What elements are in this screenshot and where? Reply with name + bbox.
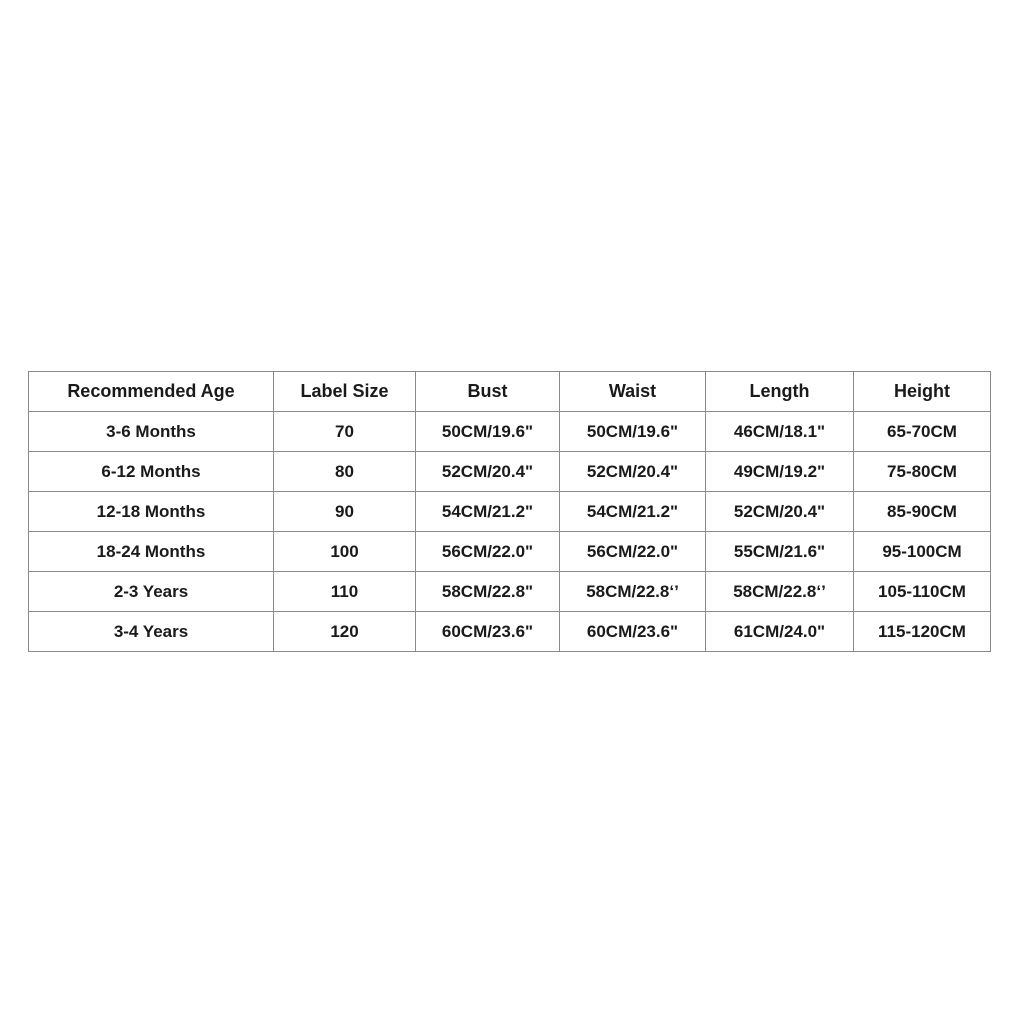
cell-length: 52CM/20.4" bbox=[706, 492, 854, 532]
table-row bbox=[29, 412, 991, 452]
header-length: Length bbox=[706, 372, 854, 412]
table-row bbox=[29, 572, 991, 612]
table-row bbox=[29, 492, 991, 532]
cell-height: 95-100CM bbox=[854, 532, 991, 572]
cell-bust: 50CM/19.6" bbox=[416, 412, 560, 452]
header-height: Height bbox=[854, 372, 991, 412]
cell-bust: 58CM/22.8" bbox=[416, 572, 560, 612]
cell-waist: 50CM/19.6" bbox=[560, 412, 706, 452]
cell-age: 3-4 Years bbox=[29, 612, 274, 652]
table-row bbox=[29, 532, 991, 572]
table-row bbox=[29, 612, 991, 652]
cell-height: 85-90CM bbox=[854, 492, 991, 532]
cell-length: 58CM/22.8‘’ bbox=[706, 572, 854, 612]
cell-height: 65-70CM bbox=[854, 412, 991, 452]
cell-age: 6-12 Months bbox=[29, 452, 274, 492]
cell-label-size: 80 bbox=[274, 452, 416, 492]
cell-waist: 60CM/23.6" bbox=[560, 612, 706, 652]
cell-bust: 52CM/20.4" bbox=[416, 452, 560, 492]
cell-waist: 52CM/20.4" bbox=[560, 452, 706, 492]
cell-age: 2-3 Years bbox=[29, 572, 274, 612]
cell-height: 105-110CM bbox=[854, 572, 991, 612]
cell-length: 49CM/19.2" bbox=[706, 452, 854, 492]
cell-label-size: 100 bbox=[274, 532, 416, 572]
header-waist: Waist bbox=[560, 372, 706, 412]
cell-label-size: 70 bbox=[274, 412, 416, 452]
cell-length: 55CM/21.6" bbox=[706, 532, 854, 572]
cell-age: 12-18 Months bbox=[29, 492, 274, 532]
header-recommended-age: Recommended Age bbox=[29, 372, 274, 412]
cell-height: 115-120CM bbox=[854, 612, 991, 652]
cell-waist: 54CM/21.2" bbox=[560, 492, 706, 532]
cell-bust: 60CM/23.6" bbox=[416, 612, 560, 652]
cell-age: 18-24 Months bbox=[29, 532, 274, 572]
cell-age: 3-6 Months bbox=[29, 412, 274, 452]
size-chart-table bbox=[28, 371, 991, 652]
header-label-size: Label Size bbox=[274, 372, 416, 412]
cell-label-size: 90 bbox=[274, 492, 416, 532]
table-row bbox=[29, 452, 991, 492]
cell-length: 61CM/24.0" bbox=[706, 612, 854, 652]
table-header-row bbox=[29, 372, 991, 412]
cell-bust: 56CM/22.0" bbox=[416, 532, 560, 572]
cell-waist: 58CM/22.8‘’ bbox=[560, 572, 706, 612]
cell-waist: 56CM/22.0" bbox=[560, 532, 706, 572]
cell-height: 75-80CM bbox=[854, 452, 991, 492]
cell-label-size: 120 bbox=[274, 612, 416, 652]
cell-bust: 54CM/21.2" bbox=[416, 492, 560, 532]
cell-length: 46CM/18.1" bbox=[706, 412, 854, 452]
cell-label-size: 110 bbox=[274, 572, 416, 612]
header-bust: Bust bbox=[416, 372, 560, 412]
